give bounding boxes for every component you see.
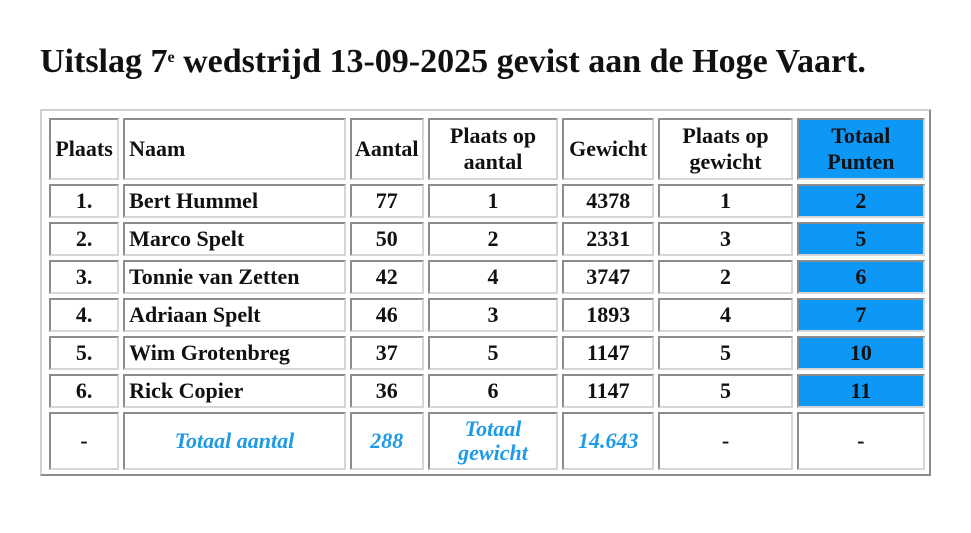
cell-naam: Marco Spelt [123, 222, 346, 256]
cell-plaats-op-gewicht: 5 [658, 374, 792, 408]
cell-aantal: 42 [350, 260, 424, 294]
cell-naam: Bert Hummel [123, 184, 346, 218]
cell-plaats-op-gewicht: 2 [658, 260, 792, 294]
cell-plaats-op-aantal: 3 [428, 298, 558, 332]
cell-plaats: 1. [49, 184, 119, 218]
page-title [40, 42, 866, 82]
totals-plaats: - [49, 412, 119, 470]
cell-plaats-op-gewicht: 3 [658, 222, 792, 256]
cell-aantal: 36 [350, 374, 424, 408]
totals-totaal-punten: - [797, 412, 925, 470]
cell-plaats-op-aantal: 2 [428, 222, 558, 256]
cell-naam: Adriaan Spelt [123, 298, 346, 332]
cell-plaats-op-aantal: 1 [428, 184, 558, 218]
title-superscript: e [167, 49, 175, 66]
cell-aantal: 50 [350, 222, 424, 256]
cell-totaal-punten: 10 [797, 336, 925, 370]
cell-gewicht: 1147 [562, 374, 654, 408]
totals-label-gewicht: Totaal gewicht [428, 412, 558, 470]
totals-label-aantal: Totaal aantal [123, 412, 346, 470]
header-totaal-punten: Totaal Punten [797, 118, 925, 180]
cell-aantal: 77 [350, 184, 424, 218]
cell-gewicht: 1893 [562, 298, 654, 332]
cell-plaats: 2. [49, 222, 119, 256]
table-row [49, 336, 925, 370]
cell-plaats-op-gewicht: 1 [658, 184, 792, 218]
totals-aantal-value: 288 [350, 412, 424, 470]
cell-totaal-punten: 7 [797, 298, 925, 332]
table-row [49, 260, 925, 294]
title-suffix: wedstrijd 13-09-2025 gevist aan de Hoge Vaart. [174, 43, 866, 80]
cell-plaats: 4. [49, 298, 119, 332]
cell-naam: Rick Copier [123, 374, 346, 408]
cell-naam: Wim Grotenbreg [123, 336, 346, 370]
cell-plaats-op-gewicht: 5 [658, 336, 792, 370]
cell-gewicht: 4378 [562, 184, 654, 218]
cell-totaal-punten: 11 [797, 374, 925, 408]
cell-gewicht: 1147 [562, 336, 654, 370]
cell-gewicht: 3747 [562, 260, 654, 294]
cell-aantal: 46 [350, 298, 424, 332]
header-plaats-op-aantal: Plaats op aantal [428, 118, 558, 180]
cell-plaats-op-aantal: 5 [428, 336, 558, 370]
results-table-frame [40, 109, 931, 476]
table-row [49, 298, 925, 332]
table-row [49, 374, 925, 408]
totals-plaats-op-gewicht: - [658, 412, 792, 470]
cell-totaal-punten: 6 [797, 260, 925, 294]
cell-gewicht: 2331 [562, 222, 654, 256]
results-table [45, 114, 929, 474]
cell-plaats-op-aantal: 6 [428, 374, 558, 408]
table-row [49, 222, 925, 256]
cell-plaats: 5. [49, 336, 119, 370]
header-aantal: Aantal [350, 118, 424, 180]
totals-row [49, 412, 925, 470]
header-gewicht: Gewicht [562, 118, 654, 180]
cell-totaal-punten: 2 [797, 184, 925, 218]
header-row [49, 118, 925, 180]
table-row [49, 184, 925, 218]
title-prefix: Uitslag 7 [40, 43, 168, 80]
cell-plaats: 6. [49, 374, 119, 408]
header-plaats-op-gewicht: Plaats op gewicht [658, 118, 792, 180]
header-plaats: Plaats [49, 118, 119, 180]
cell-plaats: 3. [49, 260, 119, 294]
cell-plaats-op-gewicht: 4 [658, 298, 792, 332]
cell-aantal: 37 [350, 336, 424, 370]
cell-naam: Tonnie van Zetten [123, 260, 346, 294]
header-naam: Naam [123, 118, 346, 180]
cell-totaal-punten: 5 [797, 222, 925, 256]
totals-gewicht-value: 14.643 [562, 412, 654, 470]
cell-plaats-op-aantal: 4 [428, 260, 558, 294]
